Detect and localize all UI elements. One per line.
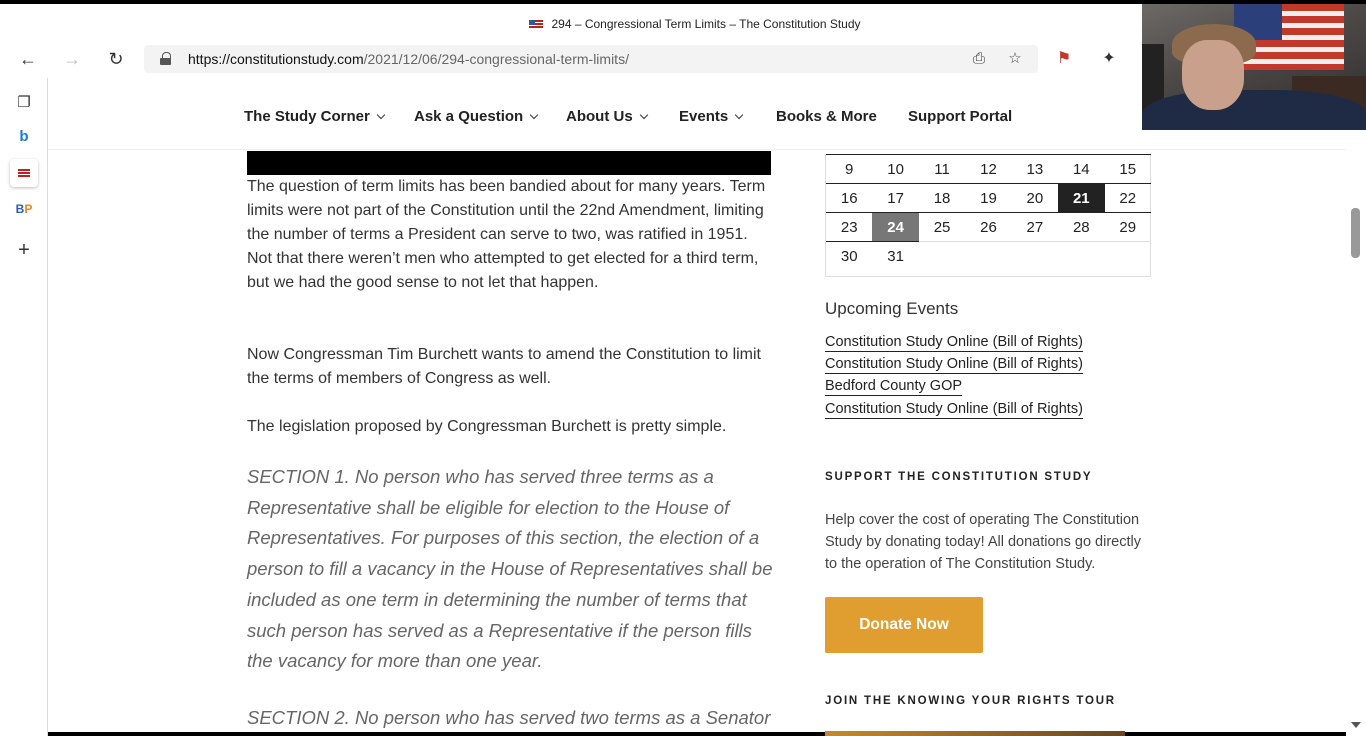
webcam-overlay — [1142, 4, 1366, 130]
chevron-down-icon — [377, 111, 385, 119]
calendar-day[interactable]: 22 — [1105, 184, 1151, 213]
window-title-text: 294 – Congressional Term Limits – The Constitution Study — [551, 17, 861, 31]
article-paragraph-2: Now Congressman Tim Burchett wants to amend the Constitution to limit the terms of members of Congress as well. — [247, 346, 761, 387]
calendar-day[interactable]: 19 — [965, 184, 1011, 213]
calendar-day[interactable]: 15 — [1105, 155, 1151, 184]
calendar-day[interactable]: 20 — [1012, 184, 1058, 213]
current-tab-flag-icon[interactable] — [10, 159, 38, 187]
nav-label: The Study Corner — [244, 108, 370, 125]
calendar-day[interactable]: 28 — [1058, 213, 1104, 242]
calendar-day[interactable]: 14 — [1058, 155, 1104, 184]
url-path: /2021/12/06/294-congressional-term-limits/ — [363, 51, 629, 67]
bing-icon[interactable]: b — [19, 128, 29, 145]
nav-label: Support Portal — [908, 108, 1013, 125]
support-widget-text: Help cover the cost of operating The Constitution Study by donating today! All donations go directly to the operation of The Constitution Study. — [825, 512, 1141, 572]
url-host: https://constitutionstudy.com — [188, 51, 364, 67]
calendar-divider — [826, 154, 1151, 155]
bp-tab-icon[interactable]: BP — [15, 202, 33, 216]
scrollbar-thumb[interactable] — [1351, 208, 1360, 258]
calendar-day[interactable]: 18 — [919, 184, 965, 213]
calendar-day[interactable]: 9 — [826, 155, 872, 184]
scroll-down-icon[interactable] — [1351, 722, 1361, 728]
new-tab-plus-icon[interactable]: + — [18, 239, 30, 261]
nav-item-events[interactable] — [679, 108, 742, 125]
refresh-icon[interactable]: ↻ — [108, 49, 124, 69]
upcoming-events-title: Upcoming Events — [825, 299, 959, 318]
calendar-day[interactable]: 11 — [919, 155, 965, 184]
back-arrow-icon[interactable]: ← — [19, 49, 37, 69]
calendar-day[interactable]: 12 — [965, 155, 1011, 184]
nav-label: Ask a Question — [414, 108, 524, 125]
tab-actions-icon[interactable]: ❐ — [17, 94, 31, 111]
page-scrollbar[interactable] — [1346, 130, 1366, 736]
calendar-day[interactable]: 25 — [919, 213, 965, 242]
calendar-day[interactable]: 29 — [1105, 213, 1151, 242]
article-quote-section-1: SECTION 1. No person who has served three terms as a Representative shall be eligible for election to the House of Representatives. For purposes of this section, the election of a person to fill a vacancy in the House of Representatives shall be included as one term in determining the number of terms that such person has served as a Representative if the person fills the vacancy for more than one year. — [247, 466, 773, 672]
calendar-day[interactable]: 26 — [965, 213, 1011, 242]
nav-item-study-corner[interactable] — [244, 108, 384, 125]
calendar-day[interactable]: 17 — [872, 184, 918, 213]
nav-label: Books & More — [776, 108, 877, 125]
extensions-icon[interactable]: ✦ — [1102, 50, 1116, 67]
nav-item-about-us[interactable] — [566, 108, 647, 125]
add-favorite-icon[interactable]: ☆ — [1008, 50, 1022, 67]
forward-arrow-icon[interactable]: → — [63, 49, 81, 69]
extension-flag-icon[interactable]: ⚑ — [1056, 50, 1072, 67]
tour-widget-title: JOIN THE KNOWING YOUR RIGHTS TOUR — [825, 695, 1116, 707]
event-link[interactable]: Constitution Study Online (Bill of Rights) — [825, 401, 1083, 417]
calendar-day-today[interactable]: 21 — [1058, 184, 1104, 213]
event-link[interactable]: Constitution Study Online (Bill of Rights) — [825, 356, 1083, 372]
nav-item-ask-question[interactable] — [414, 108, 537, 125]
lock-icon[interactable] — [160, 52, 171, 65]
nav-item-books-more[interactable] — [776, 108, 877, 125]
webcam-person-head — [1182, 40, 1244, 110]
read-aloud-icon[interactable]: ⎙ — [972, 50, 985, 67]
event-calendar — [825, 154, 1151, 277]
calendar-day-selected[interactable]: 24 — [872, 213, 918, 242]
calendar-day[interactable]: 16 — [826, 184, 872, 213]
calendar-day[interactable]: 30 — [826, 242, 872, 271]
nav-item-support-portal[interactable] — [908, 108, 1012, 125]
article-image-bar — [247, 151, 771, 175]
flag-favicon-icon — [529, 20, 543, 29]
tour-image[interactable] — [825, 731, 1125, 736]
calendar-grid — [826, 154, 1151, 271]
donate-now-button[interactable]: Donate Now — [825, 597, 983, 653]
event-link[interactable]: Bedford County GOP — [825, 378, 963, 394]
url-text[interactable] — [188, 51, 629, 67]
chevron-down-icon — [530, 111, 538, 119]
nav-label: Events — [679, 108, 729, 125]
support-widget-title: SUPPORT THE CONSTITUTION STUDY — [825, 471, 1093, 483]
calendar-empty — [919, 242, 1151, 271]
article-paragraph-1: The question of term limits has been bandied about for many years. Term limits were not part of the Constitution until the 22nd Amendment, limiting the number of terms a President can serve to two, was ratified in 1951. Not that there weren’t men who attempted to get elected for a third term, but we had the good sense to not let that happen. — [247, 178, 766, 291]
address-bar[interactable] — [144, 45, 1038, 73]
calendar-day[interactable]: 10 — [872, 155, 918, 184]
article-paragraph-3: The legislation proposed by Congressman Burchett is pretty simple. — [247, 418, 727, 435]
event-link[interactable]: Constitution Study Online (Bill of Rights) — [825, 334, 1083, 350]
chevron-down-icon — [735, 111, 743, 119]
webcam-person-body — [1142, 90, 1366, 130]
article-quote-section-2: SECTION 2. No person who has served two terms as a Senator — [247, 707, 771, 728]
calendar-day[interactable]: 31 — [872, 242, 918, 271]
calendar-day[interactable]: 23 — [826, 213, 872, 242]
calendar-day[interactable]: 13 — [1012, 155, 1058, 184]
chevron-down-icon — [639, 111, 647, 119]
vertical-tab-sidebar — [0, 78, 48, 736]
nav-label: About Us — [566, 108, 633, 125]
calendar-day[interactable]: 27 — [1012, 213, 1058, 242]
